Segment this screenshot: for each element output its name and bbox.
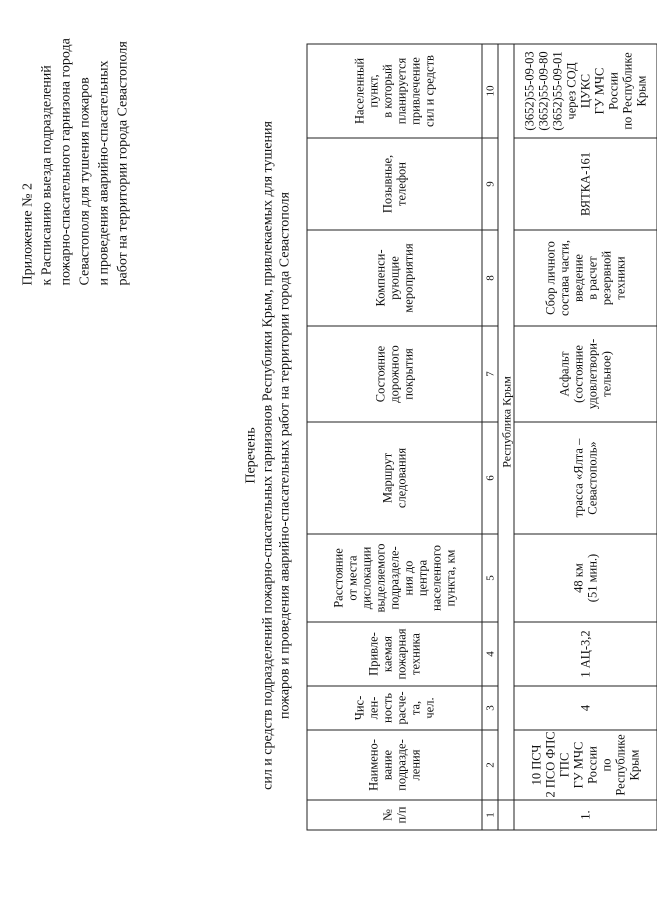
table-cell-line: ГПС <box>557 752 571 777</box>
column-header-line: Маршрут <box>380 452 394 503</box>
table-cell <box>514 800 657 830</box>
column-header-line: следования <box>394 447 408 508</box>
column-header-line: техника <box>408 632 422 675</box>
section-label: Республика Крым <box>498 44 514 800</box>
heading-title: Перечень <box>243 426 258 484</box>
column-header-line: п/п <box>394 806 408 823</box>
table-cell-line: Сбор личного <box>543 240 557 315</box>
column-header-line: пункт, <box>366 73 380 108</box>
table-cell-line: техники <box>613 255 627 300</box>
column-header-line: Чис- <box>352 695 366 720</box>
column-number: 2 <box>482 730 498 800</box>
column-number: 4 <box>482 622 498 686</box>
column-header-line: ность <box>380 692 394 723</box>
table-cell-line: через СОД <box>564 61 578 120</box>
column-number: 5 <box>482 534 498 622</box>
column-header-line: чел. <box>422 696 436 719</box>
column-header-line: пожарная <box>394 627 408 680</box>
column-header-line: Расстояние <box>331 547 345 608</box>
section-left-cell <box>498 800 514 830</box>
table-cell-line: трасса «Ялта – <box>571 438 585 517</box>
column-header <box>307 230 482 326</box>
column-number: 6 <box>482 422 498 534</box>
column-header <box>307 800 482 830</box>
column-header <box>307 622 482 686</box>
table-cell-line: ЦУКС <box>578 73 592 108</box>
table-cell-line: состава части, <box>557 239 571 316</box>
column-header-line: пункта, км <box>443 549 457 606</box>
table-cell <box>514 326 657 422</box>
column-number: 1 <box>482 800 498 830</box>
table-cell-line: (состояние <box>571 344 585 403</box>
table-cell-line: 2 ПСО ФПС <box>543 730 557 797</box>
column-header <box>307 422 482 534</box>
table-cell-line: Асфальт <box>557 350 571 397</box>
column-header-line: мероприятия <box>401 242 415 313</box>
column-header-line: планируется <box>394 57 408 124</box>
header-row <box>307 44 482 830</box>
column-header-line: каемая <box>380 635 394 672</box>
table-cell-line: 1 АЦ-3,2 <box>578 629 592 678</box>
table-cell-line: в расчет <box>585 255 599 300</box>
table-row <box>514 44 657 830</box>
table-cell-line: 1. <box>578 809 592 820</box>
appendix-line: Севастополя для тушения пожаров <box>77 76 92 285</box>
heading-line: сил и средств подразделений пожарно-спасательных гарнизонов Республики Крым, привлекаемых для тушения <box>260 120 275 790</box>
column-header-line: расче- <box>394 690 408 725</box>
table-cell-line: по Республике <box>620 51 634 130</box>
column-number: 9 <box>482 138 498 230</box>
column-header <box>307 326 482 422</box>
column-header-line: в который <box>380 63 394 118</box>
table-cell <box>514 730 657 800</box>
column-header-line: вание <box>380 749 394 780</box>
column-header-line: ния до <box>401 560 415 595</box>
appendix-line: работ на территории города Севастополя <box>115 40 130 285</box>
column-header-line: дорожного <box>387 344 401 403</box>
table-cell-line: России <box>585 745 599 784</box>
column-header-line: от места <box>345 554 359 601</box>
table-cell-line: тельное) <box>599 350 613 397</box>
appendix-line: пожарно-спасательного гарнизона города <box>58 37 73 285</box>
table-cell-line: удовлетвори- <box>585 338 599 409</box>
column-header-line: Населенный <box>352 57 366 124</box>
table-cell <box>514 686 657 730</box>
table-cell-line: ГУ МЧС <box>571 741 585 788</box>
column-header-line: подразде- <box>394 738 408 791</box>
column-header <box>307 730 482 800</box>
table-cell-line: по <box>599 758 613 771</box>
column-header-line: выделяемого <box>373 543 387 612</box>
column-header <box>307 686 482 730</box>
table-cell-line: (3652)55-09-03 <box>522 50 536 131</box>
section-row <box>498 44 514 830</box>
column-header-line: центра <box>415 559 429 596</box>
column-number: 10 <box>482 44 498 138</box>
column-header-line: рующие <box>387 255 401 300</box>
table-cell <box>514 138 657 230</box>
column-number: 7 <box>482 326 498 422</box>
appendix-line: Приложение № 2 <box>20 182 35 285</box>
column-header-line: ления <box>408 749 422 780</box>
table-cell-line: (3652)55-09-01 <box>550 50 564 131</box>
column-header <box>307 44 482 138</box>
table-cell-line: Севастополь» <box>585 440 599 515</box>
table-cell-line: введение <box>571 253 585 302</box>
table-cell <box>514 44 657 138</box>
table-cell-line: Крым <box>634 75 648 106</box>
table-cell-line: Крым <box>627 749 641 780</box>
column-number: 3 <box>482 686 498 730</box>
column-header-line: № <box>380 808 394 821</box>
table-cell <box>514 422 657 534</box>
table-cell-line: ГУ МЧС <box>592 67 606 114</box>
table-cell <box>514 534 657 622</box>
column-header-line: Позывные, <box>380 154 394 213</box>
table-cell <box>514 230 657 326</box>
table-cell-line: 48 км <box>571 562 585 593</box>
column-header-line: подразделе- <box>387 545 401 610</box>
document-heading <box>242 55 293 855</box>
appendix-line: и проведения аварийно-спасательных <box>96 59 111 285</box>
forces-table <box>306 43 657 830</box>
column-number: 8 <box>482 230 498 326</box>
appendix-line: к Расписанию выезда подразделений <box>39 64 54 285</box>
table-cell <box>514 622 657 686</box>
column-header-line: покрытия <box>401 347 415 400</box>
table-cell-line: ВЯТКА-161 <box>578 151 592 216</box>
column-header-line: сил и средств <box>422 54 436 127</box>
column-header-line: та, <box>408 700 422 715</box>
heading-line: пожаров и проведения аварийно-спасательных работ на территории города Севастополя <box>277 191 292 719</box>
table-cell-line: России <box>606 71 620 110</box>
column-number-row <box>482 44 498 830</box>
column-header-line: дислокации <box>359 546 373 609</box>
column-header-line: Состояние <box>373 345 387 402</box>
column-header-line: Компенси- <box>373 249 387 306</box>
column-header-line: привлечение <box>408 56 422 125</box>
column-header <box>307 138 482 230</box>
column-header-line: лен- <box>366 696 380 719</box>
table-cell-line: 4 <box>578 704 592 711</box>
column-header <box>307 534 482 622</box>
table-cell-line: (51 мин.) <box>585 553 599 602</box>
column-header-line: Привле- <box>366 631 380 676</box>
table-cell-line: 10 ПСЧ <box>529 744 543 785</box>
appendix-note <box>18 5 132 285</box>
table-cell-line: резервной <box>599 250 613 305</box>
table-cell-line: (3652)55-09-80 <box>536 50 550 131</box>
table-cell-line: Республике <box>613 733 627 796</box>
column-header-line: населенного <box>429 544 443 611</box>
column-header-line: телефон <box>394 161 408 206</box>
column-header-line: Наимено- <box>366 738 380 791</box>
